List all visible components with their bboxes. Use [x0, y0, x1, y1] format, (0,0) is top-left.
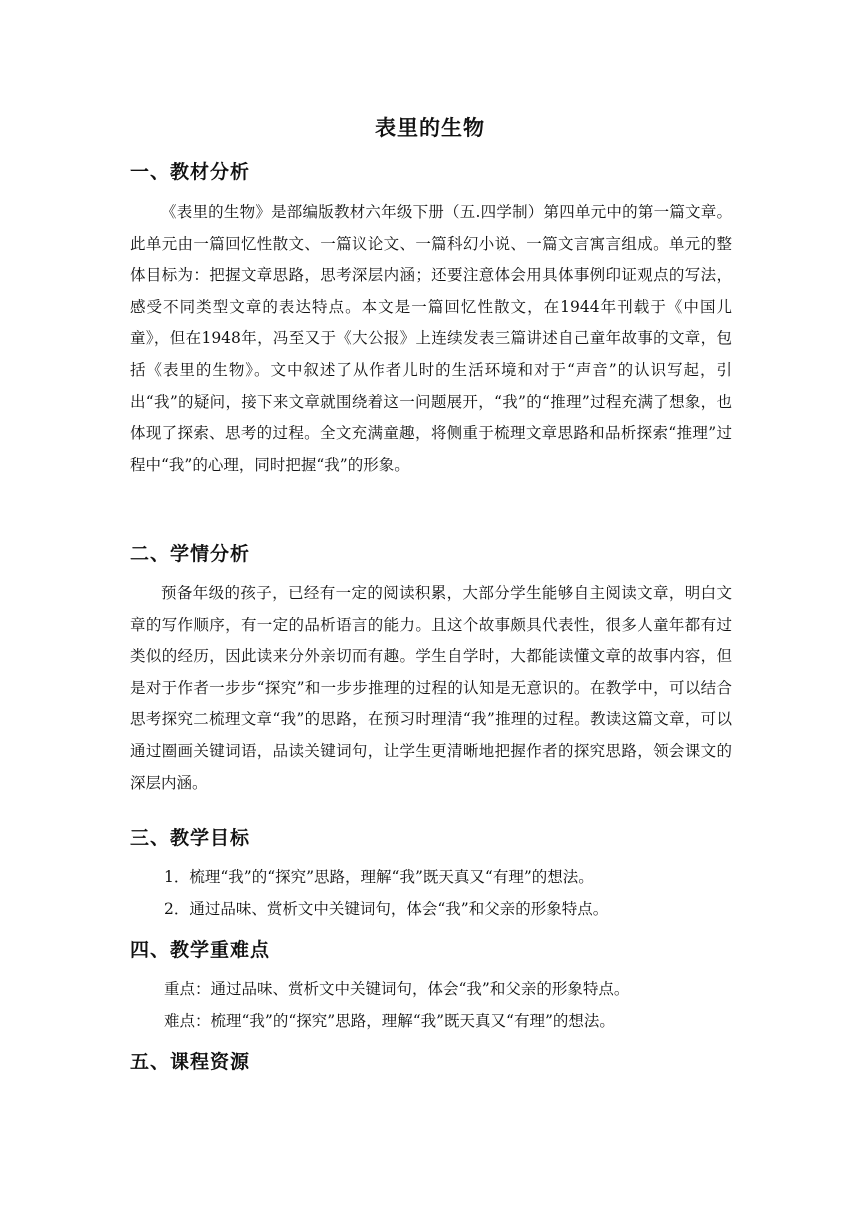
- section-heading-key-difficult-points: 四、教学重难点: [130, 939, 271, 961]
- teaching-goal-item-2: 2．通过品味、赏析文中关键词句，体会“我”和父亲的形象特点。: [164, 900, 609, 918]
- section-heading-course-resources: 五、课程资源: [130, 1051, 251, 1073]
- section-heading-teaching-goals: 三、教学目标: [130, 827, 251, 849]
- teaching-goal-item-1: 1．梳理“我”的“探究”思路，理解“我”既天真又“有理”的想法。: [164, 868, 594, 886]
- section-heading-student-analysis: 二、学情分析: [130, 543, 251, 565]
- section-heading-textbook-analysis: 一、教材分析: [130, 161, 251, 183]
- document-title: 表里的生物: [375, 116, 485, 140]
- difficult-point-line: 难点：梳理“我”的“探究”思路，理解“我”既天真又“有理”的想法。: [164, 1012, 615, 1030]
- key-point-line: 重点：通过品味、赏析文中关键词句，体会“我”和父亲的形象特点。: [164, 980, 630, 998]
- paragraph-student-analysis: 预备年级的孩子，已经有一定的阅读积累，大部分学生能够自主阅读文章，明白文章的写作顺序，有一定的品析语言的能力。且这个故事颇具代表性，很多人童年都有过类似的经历，因此读来分外亲切而有趣。学生自学时，大都能读懂文章的故事内容，但是对于作者一步步“探究”和一步步推理的过程的认知是无意识的。在教学中，可以结合思考探究二梳理文章“我”的思路，在预习时理清“我”推理的过程。教读这篇文章，可以通过圈画关键词语，品读关键词句，让学生更清晰地把握作者的探究思路，领会课文的深层内涵。: [130, 584, 732, 792]
- paragraph-textbook-analysis: 《表里的生物》是部编版教材六年级下册（五.四学制）第四单元中的第一篇文章。此单元由一篇回忆性散文、一篇议论文、一篇科幻小说、一篇文言寓言组成。单元的整体目标为：把握文章思路，思考深层内涵；还要注意体会用具体事例印证观点的写法，感受不同类型文章的表达特点。本文是一篇回忆性散文，在1944年刊载于《中国儿童》，但在1948年，冯至又于《大公报》上连续发表三篇讲述自己童年故事的文章，包括《表里的生物》。文中叙述了从作者儿时的生活环境和对于“声音”的认识写起，引出“我”的疑问，接下来文章就围绕着这一问题展开，“我”的“推理”过程充满了想象，也体现了探索、思考的过程。全文充满童趣，将侧重于梳理文章思路和品析探索“推理”过程中“我”的心理，同时把握“我”的形象。: [130, 203, 732, 474]
